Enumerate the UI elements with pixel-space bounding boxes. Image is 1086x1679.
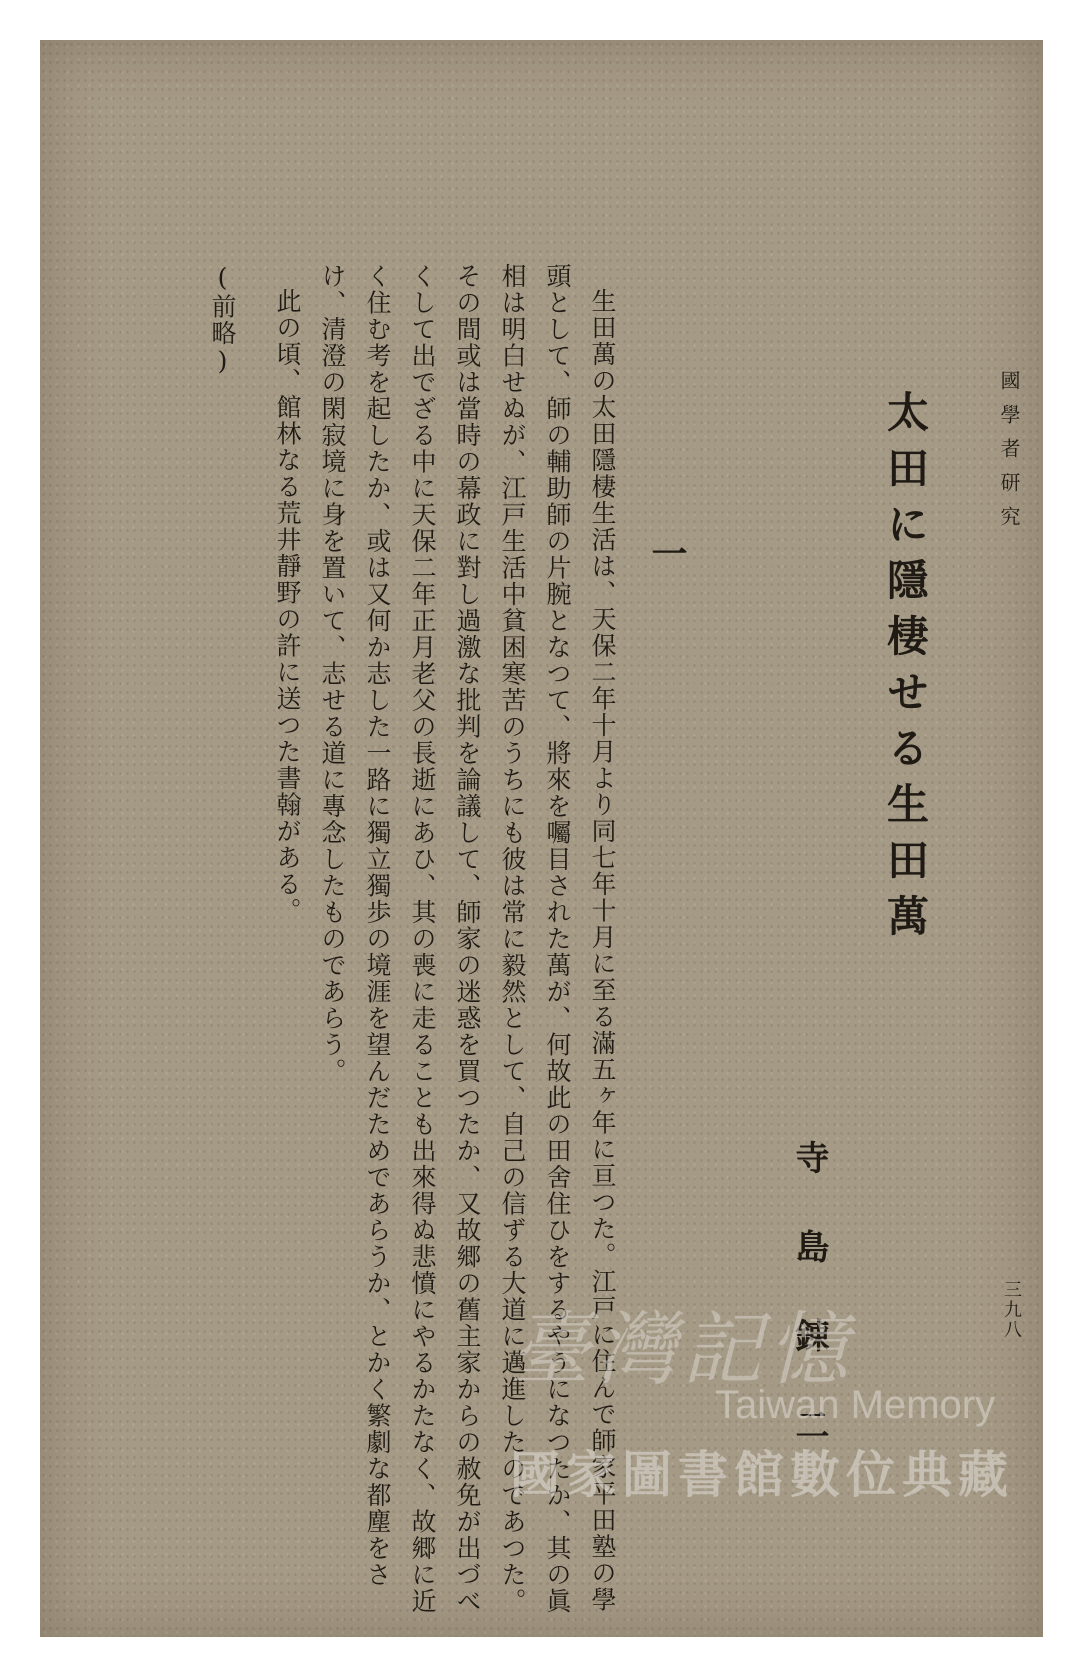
page-number: 三九八 xyxy=(1001,1280,1022,1340)
author-name: 寺島錬二 xyxy=(789,1140,829,1496)
section-marker: 一 xyxy=(646,535,688,571)
watermark-english: Taiwan Memory xyxy=(715,1383,996,1427)
paragraph-2: 此の頃、館林なる荒井靜野の許に送つた書翰がある。 xyxy=(273,288,302,924)
watermark-logo xyxy=(510,1285,1030,1535)
watermark-logo-text: 臺灣記憶 xyxy=(510,1303,854,1396)
watermark-institution: 國家圖書館數位典藏 xyxy=(510,1447,1014,1503)
series-heading: 國學者研究 xyxy=(997,370,1021,540)
omission-note: (前略) xyxy=(208,263,237,377)
article-title: 太田に隱棲せる生田萬 xyxy=(881,390,930,950)
paragraph-1: 生田萬の太田隱棲生活は、天保二年十月より同七年十月に至る滿五ヶ年に亘つた。江戸に住んで師家平田塾の學頭として、師の輔助師の片腕となつて、將來を囑目された萬が、何故此の田舍住ひをするやうになつたか、其の眞相は明白せぬが、江戸生活中貧困寒苦のうちにも彼は常に毅然として、自己の信ずる大道に邁進したのであつた。その間或は當時の幕政に對し過激な批判を論議して、師家の迷惑を買つたか、又故郷の舊主家からの赦免が出づべくして出でざる中に天保二年正月老父の長逝にあひ、其の喪に走ることも出來得ぬ悲憤にやるかたなく、故郷に近く住む考を起したか、或は又何か志した一路に獨立獨歩の境涯を望んだためであらうか、とかく繁劇な都塵をさけ、清澄の閑寂境に身を置いて、志せる道に專念したものであらう。 xyxy=(318,263,617,1615)
